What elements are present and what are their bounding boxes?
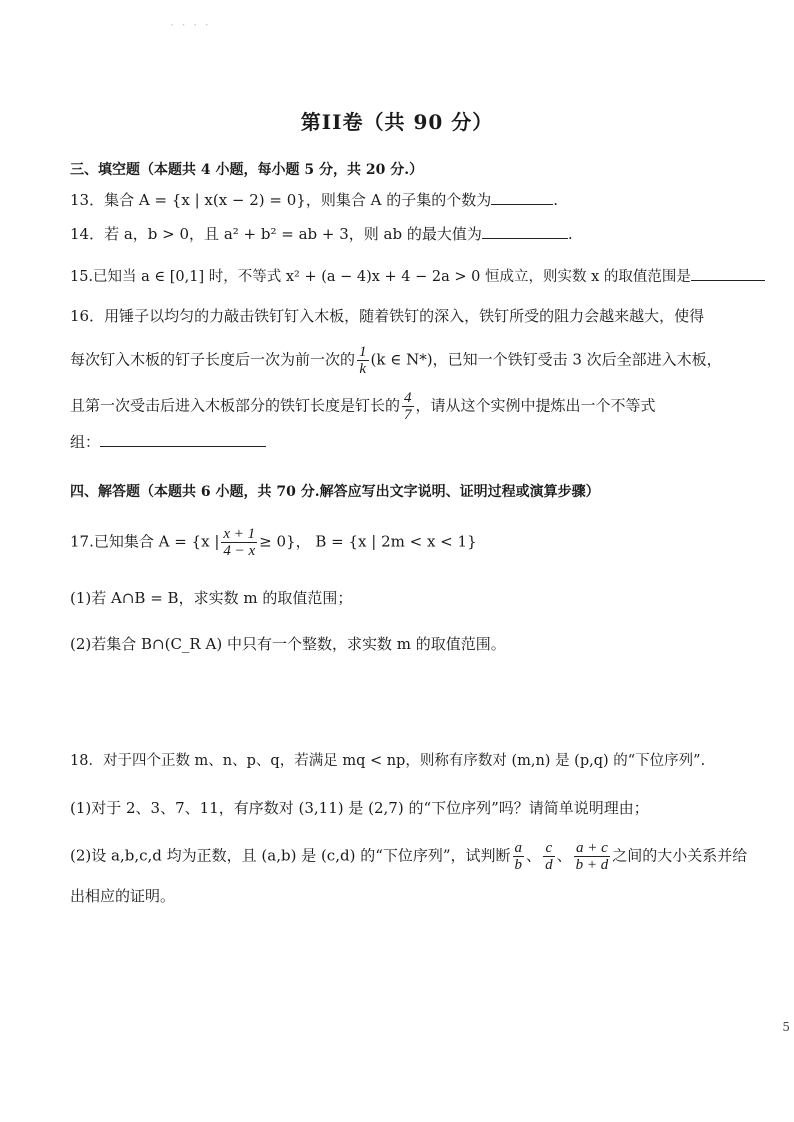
q18-part1: (1)对于 2、3、7、11，有序数对 (3,11) 是 (2,7) 的“下位序列”吗？请简单说明理由；	[70, 799, 649, 817]
q18-part2	[70, 840, 747, 873]
q15-answer-blank[interactable]	[691, 266, 765, 281]
q16-line2a: 每次钉入木板的钉子长度后一次为前一次的	[70, 350, 356, 369]
q13-end: .	[553, 191, 558, 209]
frac-num: x + 1	[223, 526, 256, 542]
q16-line3b: ，请从这个实例中提炼出一个不等式	[415, 396, 656, 415]
q17-fraction	[221, 526, 257, 559]
q18-part2-continued: 出相应的证明。	[70, 887, 176, 905]
q14-answer-blank[interactable]	[482, 224, 568, 239]
q14-text: 14．若 a，b > 0，且 a² + b² = ab + 3，则 ab 的最大值为	[70, 225, 482, 243]
edge-mark: 5	[782, 1020, 790, 1034]
q17-text-a: 17.已知集合 A = {x |	[70, 532, 220, 551]
question-15	[70, 266, 765, 287]
frac-num: a + c	[574, 840, 611, 857]
section4-heading: 四、解答题（本题共 6 小题，共 70 分.解答应写出文字说明、证明过程或演算步骤）	[70, 484, 600, 500]
q18-part2-b: 之间的大小关系并给	[612, 846, 748, 865]
q13-text: 13．集合 A = {x | x(x − 2) = 0}，则集合 A 的子集的个数为	[70, 191, 492, 209]
q17-text-b: ≥ 0}， B = {x | 2m < x < 1}	[259, 532, 477, 551]
q13-answer-blank[interactable]	[491, 190, 553, 205]
q18-fraction-c-d	[543, 840, 555, 873]
page-title: 第II卷（共 90 分）	[300, 110, 494, 134]
sep: 、	[526, 846, 542, 865]
frac-num: 1	[359, 344, 367, 360]
question-17	[70, 526, 477, 559]
frac-den: b + d	[575, 857, 609, 873]
q16-fraction-4-7	[402, 390, 414, 423]
q16-line3	[70, 390, 656, 423]
section3-heading: 三、填空题（本题共 4 小题，每小题 5 分，共 20 分.）	[70, 162, 424, 178]
frac-num: a	[514, 840, 523, 856]
sep: 、	[556, 846, 572, 865]
q18-part2-a: (2)设 a,b,c,d 均为正数，且 (a,b) 是 (c,d) 的“下位序列”，试判断	[70, 846, 511, 865]
frac-den: d	[545, 857, 553, 873]
q16-line1: 16．用锤子以均匀的力敲击铁钉钉入木板，随着铁钉的深入，铁钉所受的阻力会越来越大，使得	[70, 307, 705, 325]
frac-den: b	[514, 857, 523, 873]
q17-part2: (2)若集合 B∩(C_R A) 中只有一个整数，求实数 m 的取值范围。	[70, 635, 506, 653]
frac-num: c	[543, 840, 555, 857]
q16-line3a: 且第一次受击后进入木板部分的铁钉长度是钉长的	[70, 396, 401, 415]
frac-den: k	[359, 361, 367, 377]
frac-den: 4 − x	[223, 543, 256, 559]
q16-line4	[70, 432, 266, 452]
q16-line2b: (k ∈ N*)，已知一个铁钉受击 3 次后全部进入木板，	[370, 350, 722, 369]
question-13	[70, 190, 558, 210]
q18-fraction-a-b	[513, 840, 525, 873]
q16-answer-blank[interactable]	[100, 432, 266, 447]
frac-num: 4	[404, 390, 412, 406]
q16-line4-text: 组：	[70, 433, 101, 451]
q16-fraction-1-over-k	[357, 344, 369, 377]
question-14	[70, 224, 573, 244]
header-faint-text: · · · ·	[170, 18, 211, 32]
question-18: 18．对于四个正数 m、n、p、q，若满足 mq < np，则称有序数对 (m,n) 是 (p,q) 的“下位序列”.	[70, 753, 706, 769]
q15-text: 15.已知当 a ∈ [0,1] 时，不等式 x² + (a − 4)x + 4 − 2a > 0 恒成立，则实数 x 的取值范围是	[70, 269, 691, 285]
q17-part1: (1)若 A∩B = B，求实数 m 的取值范围；	[70, 589, 353, 607]
q16-line2	[70, 344, 722, 377]
q14-end: .	[567, 225, 573, 243]
frac-den: 7	[404, 407, 412, 423]
q18-fraction-sum	[574, 840, 611, 873]
